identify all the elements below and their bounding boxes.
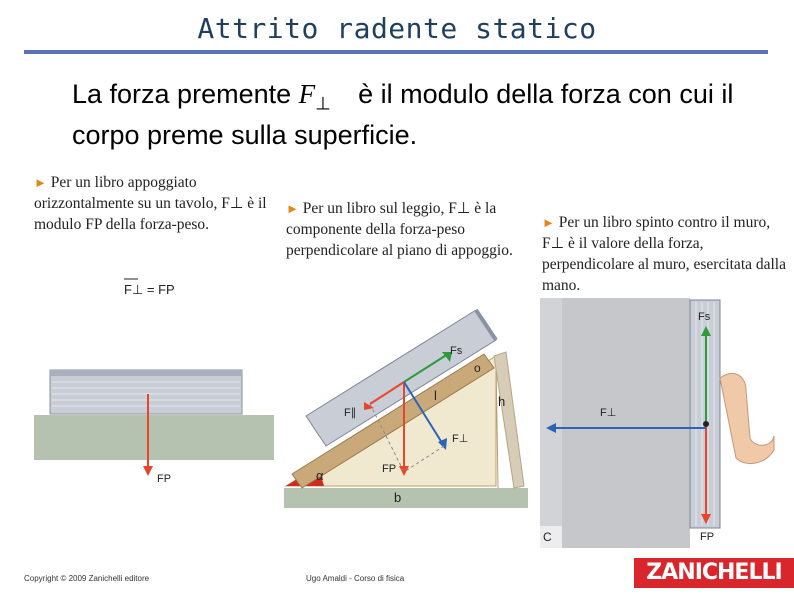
slide-title: Attrito radente statico	[197, 12, 597, 45]
table-surface	[34, 415, 274, 460]
fperp-label: F⊥	[600, 407, 617, 419]
perpendicular-force-symbol: $F_\perp$	[298, 79, 331, 114]
figure-book-against-wall	[540, 298, 786, 548]
o-label: o	[474, 361, 481, 375]
triangle-bullet-icon: ►	[34, 175, 47, 190]
copyright-text: Copyright © 2009 Zanichelli editore	[24, 574, 150, 583]
fperp-label: F⊥	[452, 433, 469, 445]
floor	[284, 488, 528, 508]
intro-before: La forza premente	[72, 79, 299, 109]
caption-wall: ► Per un libro spinto contro il muro, F⊥ è il valore della forza, perpendicolare al muro, esercitata dalla mano.	[542, 214, 786, 294]
alpha-label: α	[316, 468, 324, 483]
figure-book-on-table	[30, 270, 280, 495]
caption-table: ► Per un libro appoggiato orizzontalmente su un tavolo, F⊥ è il modulo FP della forza-peso.	[34, 174, 267, 233]
fpar-label: F∥	[344, 407, 357, 419]
triangle-bullet-icon: ►	[542, 215, 555, 230]
fs-label: Fs	[450, 345, 463, 357]
l-label: l	[434, 388, 437, 403]
hand	[720, 374, 774, 464]
b-label: b	[394, 490, 402, 505]
fs-label: Fs	[698, 311, 711, 323]
book	[50, 370, 242, 414]
caption-lectern: ► Per un libro sul leggio, F⊥ è la componente della forza-peso perpendicolare al piano di appoggio.	[286, 200, 513, 259]
fp-label: FP	[382, 463, 397, 475]
intro-text	[72, 78, 772, 151]
zanichelli-logo: ZANICHELLI	[634, 558, 794, 588]
figure-book-on-lectern	[284, 296, 530, 510]
title-divider	[24, 50, 768, 54]
c-label: C	[543, 530, 552, 544]
h-label: h	[498, 394, 506, 409]
course-credit: Ugo Amaldi - Corso di fisica	[306, 574, 405, 583]
intro-after: è il modulo della forza con cui il corpo preme sulla superficie.	[72, 79, 734, 151]
weight-label: FP	[157, 473, 172, 485]
triangle-bullet-icon: ►	[286, 201, 299, 216]
fp-label: FP	[700, 531, 715, 543]
equation-label: F⊥ = FP	[124, 282, 175, 297]
